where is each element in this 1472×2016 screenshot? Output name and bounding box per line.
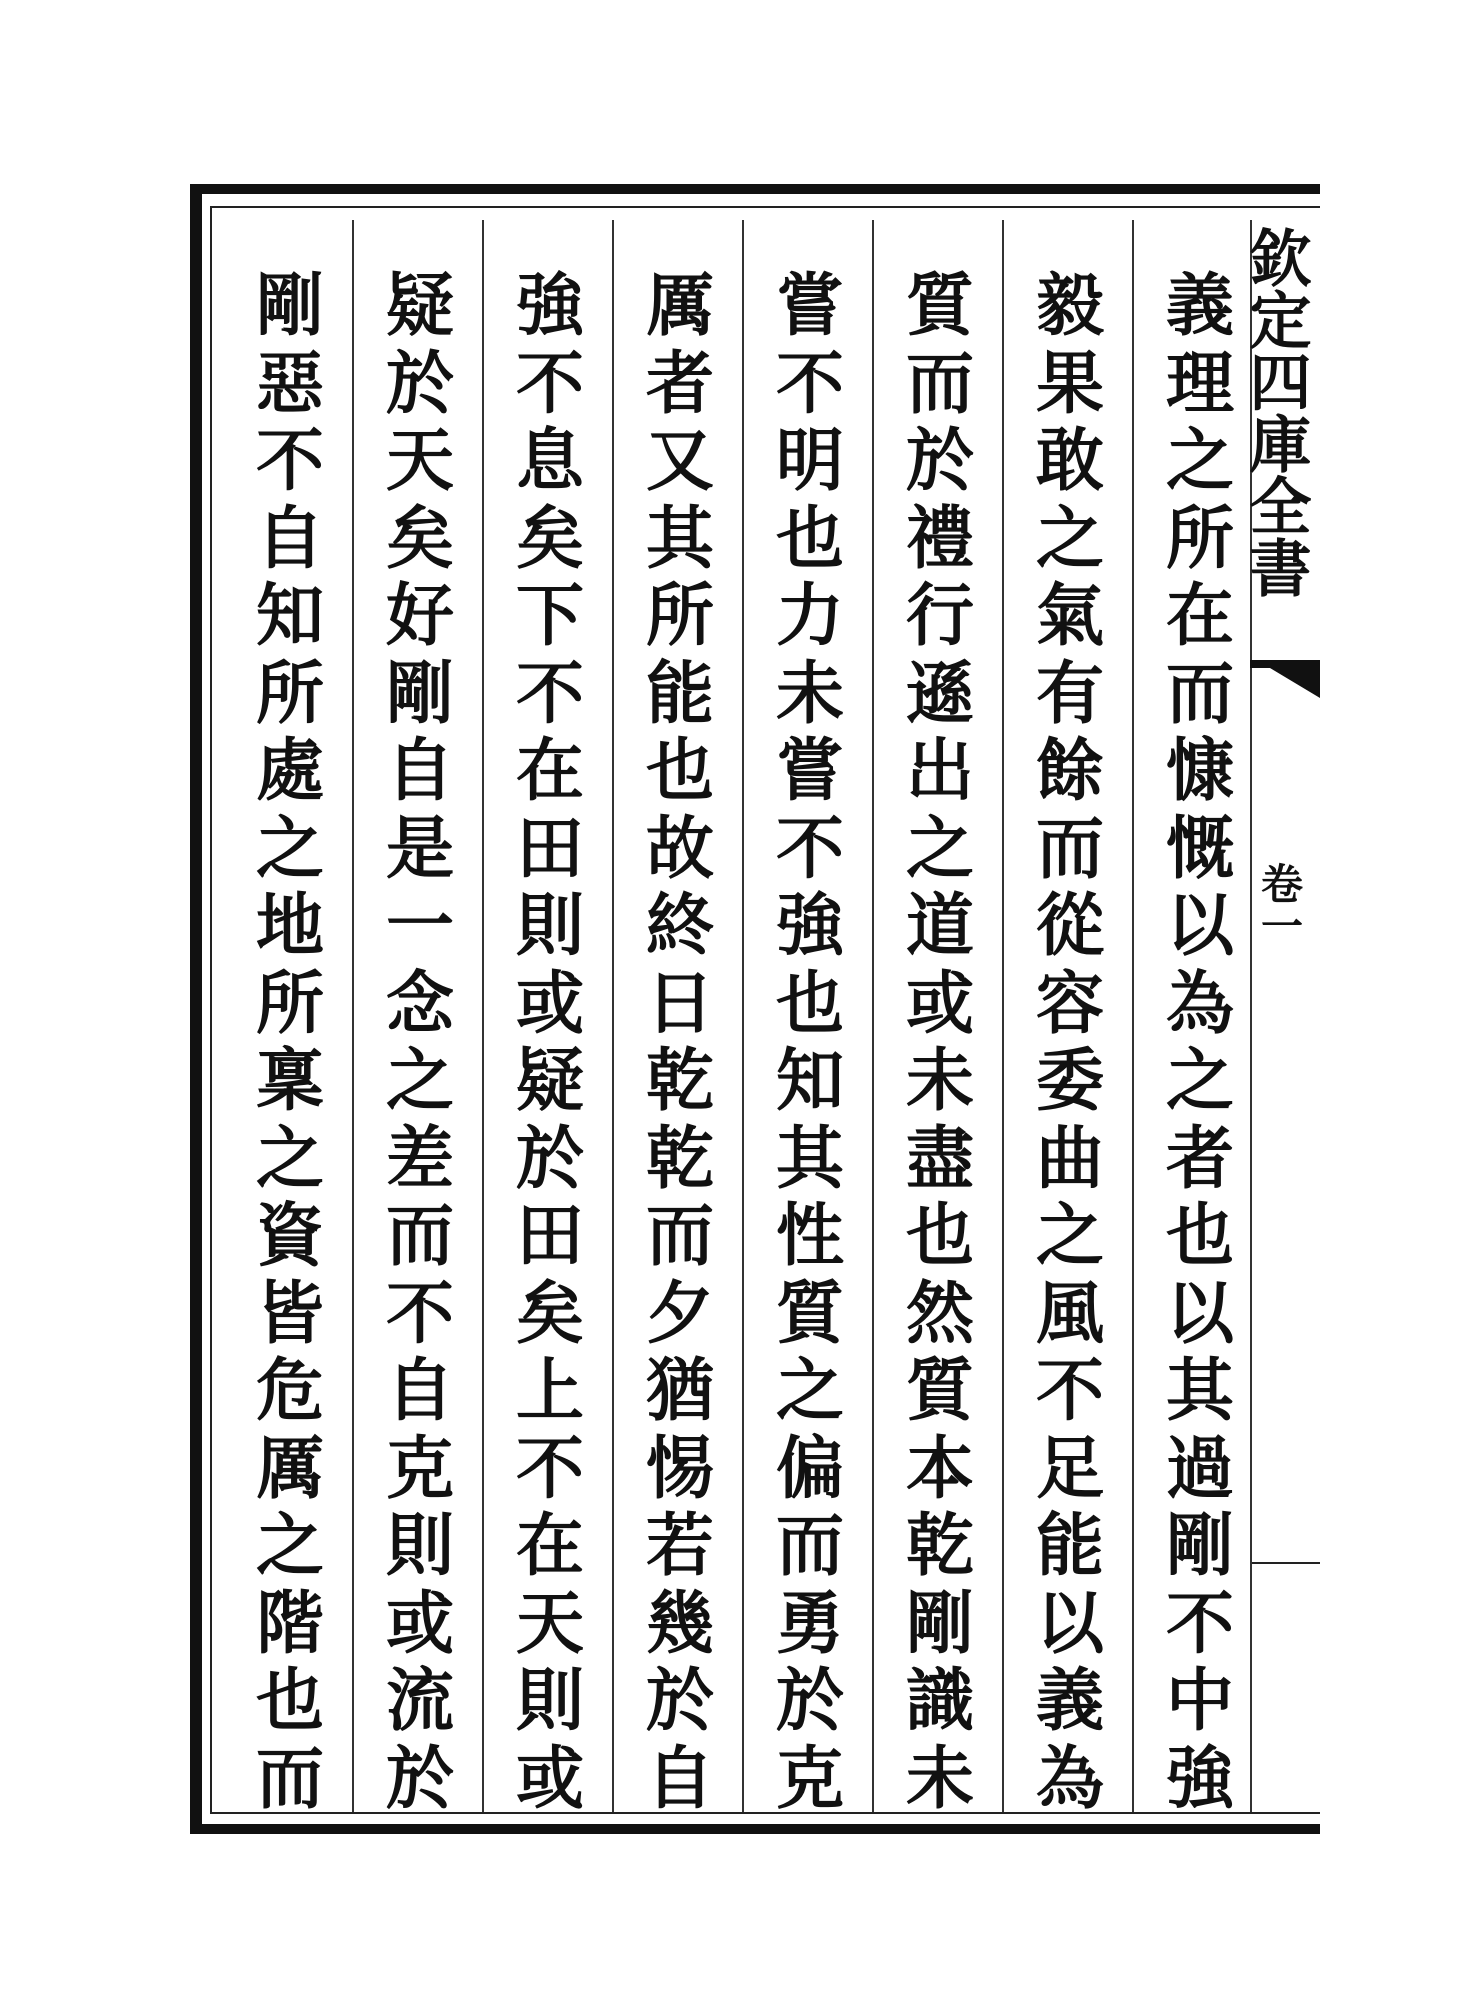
character: 之 <box>385 1041 454 1121</box>
column-rule <box>1132 220 1134 1812</box>
character: 惕 <box>645 1428 714 1509</box>
character: 所 <box>255 653 324 734</box>
character: 矣 <box>385 498 454 579</box>
character: 皆 <box>255 1273 324 1354</box>
character: 為 <box>1035 1738 1104 1819</box>
character: 之 <box>1035 498 1104 579</box>
character: 也 <box>905 1196 974 1276</box>
character: 念 <box>385 963 454 1044</box>
character: 不 <box>385 1273 454 1354</box>
character: 理 <box>1165 343 1234 424</box>
character: 處 <box>255 731 324 811</box>
character: 田 <box>515 808 584 889</box>
character: 不 <box>255 421 324 501</box>
character: 知 <box>255 576 324 656</box>
character: 其 <box>775 1118 844 1199</box>
character: 天 <box>515 1583 584 1664</box>
character: 惡 <box>255 343 324 424</box>
character: 力 <box>775 576 844 656</box>
character: 也 <box>775 498 844 579</box>
character: 或 <box>905 963 974 1044</box>
character: 自 <box>645 1738 714 1819</box>
character: 有 <box>1035 653 1104 734</box>
character: 風 <box>1035 1273 1104 1354</box>
column-rule <box>1002 220 1004 1812</box>
character: 而 <box>1165 653 1234 734</box>
text-column-8 <box>240 268 340 1818</box>
character: 自 <box>385 731 454 811</box>
margin-rule <box>1252 1562 1320 1564</box>
column-rule <box>482 220 484 1812</box>
character: 性 <box>775 1196 844 1276</box>
character: 又 <box>645 421 714 501</box>
character: 曲 <box>1035 1118 1104 1199</box>
character: 一 <box>385 886 454 966</box>
character: 未 <box>775 653 844 734</box>
character: 質 <box>905 266 974 346</box>
character: 敢 <box>1035 421 1104 501</box>
character: 猶 <box>645 1351 714 1431</box>
character: 矣 <box>515 498 584 579</box>
character: 不 <box>515 343 584 424</box>
frame-inner-top-rule <box>210 206 1320 208</box>
book-title: 欽定四庫全書 <box>1239 226 1312 598</box>
character: 嘗 <box>775 266 844 346</box>
character: 而 <box>255 1738 324 1819</box>
column-rule <box>872 220 874 1812</box>
character: 是 <box>385 808 454 889</box>
character: 中 <box>1165 1661 1234 1741</box>
character: 之 <box>1035 1196 1104 1276</box>
character: 剛 <box>255 266 324 346</box>
character: 剛 <box>1165 1506 1234 1586</box>
character: 不 <box>515 1428 584 1509</box>
character: 餘 <box>1035 731 1104 811</box>
character: 於 <box>905 421 974 501</box>
character: 好 <box>385 576 454 656</box>
character: 偏 <box>775 1428 844 1509</box>
character: 未 <box>905 1738 974 1819</box>
character: 而 <box>775 1506 844 1586</box>
text-column-6 <box>500 268 600 1818</box>
character: 明 <box>775 421 844 501</box>
character: 所 <box>645 576 714 656</box>
column-rule <box>612 220 614 1812</box>
character: 也 <box>255 1661 324 1741</box>
frame-inner-left-rule <box>210 206 212 1812</box>
character: 克 <box>775 1738 844 1819</box>
character: 以 <box>1035 1583 1104 1664</box>
character: 所 <box>255 963 324 1044</box>
character: 之 <box>905 808 974 889</box>
character: 而 <box>1035 808 1104 889</box>
volume-label: 卷一 <box>1255 862 1304 946</box>
character: 果 <box>1035 343 1104 424</box>
character: 識 <box>905 1661 974 1741</box>
character: 本 <box>905 1428 974 1509</box>
character: 義 <box>1035 1661 1104 1741</box>
character: 不 <box>1035 1351 1104 1431</box>
character: 危 <box>255 1351 324 1431</box>
character: 於 <box>775 1661 844 1741</box>
character: 其 <box>645 498 714 579</box>
character: 下 <box>515 576 584 656</box>
character: 以 <box>1165 1273 1234 1354</box>
character: 則 <box>385 1506 454 1586</box>
character: 者 <box>1165 1118 1234 1199</box>
character: 上 <box>515 1351 584 1431</box>
character: 日 <box>645 963 714 1044</box>
character: 強 <box>775 886 844 966</box>
character: 能 <box>645 653 714 734</box>
character: 強 <box>515 266 584 346</box>
character: 然 <box>905 1273 974 1354</box>
character: 不 <box>775 343 844 424</box>
character: 乾 <box>905 1506 974 1586</box>
text-column-3 <box>890 268 990 1818</box>
character: 嘗 <box>775 731 844 811</box>
character: 稟 <box>255 1041 324 1121</box>
character: 在 <box>1165 576 1234 656</box>
character: 剛 <box>905 1583 974 1664</box>
character: 盡 <box>905 1118 974 1199</box>
text-column-4 <box>760 268 860 1818</box>
character: 遜 <box>905 653 974 734</box>
character: 則 <box>515 886 584 966</box>
character: 或 <box>515 963 584 1044</box>
character: 幾 <box>645 1583 714 1664</box>
character: 質 <box>905 1351 974 1431</box>
character: 疑 <box>385 266 454 346</box>
character: 終 <box>645 886 714 966</box>
character: 者 <box>645 343 714 424</box>
character: 行 <box>905 576 974 656</box>
character: 委 <box>1035 1041 1104 1121</box>
text-column-2 <box>1020 268 1120 1818</box>
character: 於 <box>385 343 454 424</box>
character: 矣 <box>515 1273 584 1354</box>
character: 容 <box>1035 963 1104 1044</box>
character: 地 <box>255 886 324 966</box>
character: 而 <box>645 1196 714 1276</box>
character: 差 <box>385 1118 454 1199</box>
character: 勇 <box>775 1583 844 1664</box>
fish-tail-bar <box>1250 660 1320 668</box>
character: 厲 <box>645 266 714 346</box>
character: 出 <box>905 731 974 811</box>
character: 之 <box>255 1506 324 1586</box>
character: 剛 <box>385 653 454 734</box>
character: 強 <box>1165 1738 1234 1819</box>
character: 夕 <box>645 1273 714 1354</box>
character: 而 <box>905 343 974 424</box>
character: 於 <box>385 1738 454 1819</box>
character: 從 <box>1035 886 1104 966</box>
character: 天 <box>385 421 454 501</box>
character: 為 <box>1165 963 1234 1044</box>
text-column-5 <box>630 268 730 1818</box>
character: 過 <box>1165 1428 1234 1509</box>
character: 毅 <box>1035 266 1104 346</box>
character: 不 <box>775 808 844 889</box>
character: 以 <box>1165 886 1234 966</box>
character: 氣 <box>1035 576 1104 656</box>
character: 禮 <box>905 498 974 579</box>
character: 道 <box>905 886 974 966</box>
fish-tail-mark <box>1270 668 1320 698</box>
character: 能 <box>1035 1506 1104 1586</box>
character: 厲 <box>255 1428 324 1509</box>
character: 義 <box>1165 266 1234 346</box>
character: 自 <box>255 498 324 579</box>
character: 知 <box>775 1041 844 1121</box>
character: 疑 <box>515 1041 584 1121</box>
text-column-1 <box>1150 268 1250 1818</box>
character: 於 <box>645 1661 714 1741</box>
character: 質 <box>775 1273 844 1354</box>
character: 乾 <box>645 1041 714 1121</box>
character: 之 <box>255 1118 324 1199</box>
text-column-7 <box>370 268 470 1818</box>
character: 也 <box>775 963 844 1044</box>
character: 乾 <box>645 1118 714 1199</box>
character: 或 <box>385 1583 454 1664</box>
character: 資 <box>255 1196 324 1276</box>
character: 或 <box>515 1738 584 1819</box>
character: 而 <box>385 1196 454 1276</box>
character: 階 <box>255 1583 324 1664</box>
character: 所 <box>1165 498 1234 579</box>
character: 在 <box>515 1506 584 1586</box>
character: 慷 <box>1165 731 1234 811</box>
character: 之 <box>775 1351 844 1431</box>
column-rule <box>352 220 354 1812</box>
character: 之 <box>1165 421 1234 501</box>
character: 未 <box>905 1041 974 1121</box>
character: 則 <box>515 1661 584 1741</box>
character: 其 <box>1165 1351 1234 1431</box>
column-rule <box>742 220 744 1812</box>
character: 不 <box>515 653 584 734</box>
character: 故 <box>645 808 714 889</box>
character: 於 <box>515 1118 584 1199</box>
character: 若 <box>645 1506 714 1586</box>
character: 田 <box>515 1196 584 1276</box>
character: 之 <box>1165 1041 1234 1121</box>
character: 克 <box>385 1428 454 1509</box>
character: 也 <box>1165 1196 1234 1276</box>
character: 之 <box>255 808 324 889</box>
character: 慨 <box>1165 808 1234 889</box>
character: 也 <box>645 731 714 811</box>
character: 流 <box>385 1661 454 1741</box>
character: 足 <box>1035 1428 1104 1509</box>
character: 自 <box>385 1351 454 1431</box>
character: 不 <box>1165 1583 1234 1664</box>
character: 在 <box>515 731 584 811</box>
character: 息 <box>515 421 584 501</box>
